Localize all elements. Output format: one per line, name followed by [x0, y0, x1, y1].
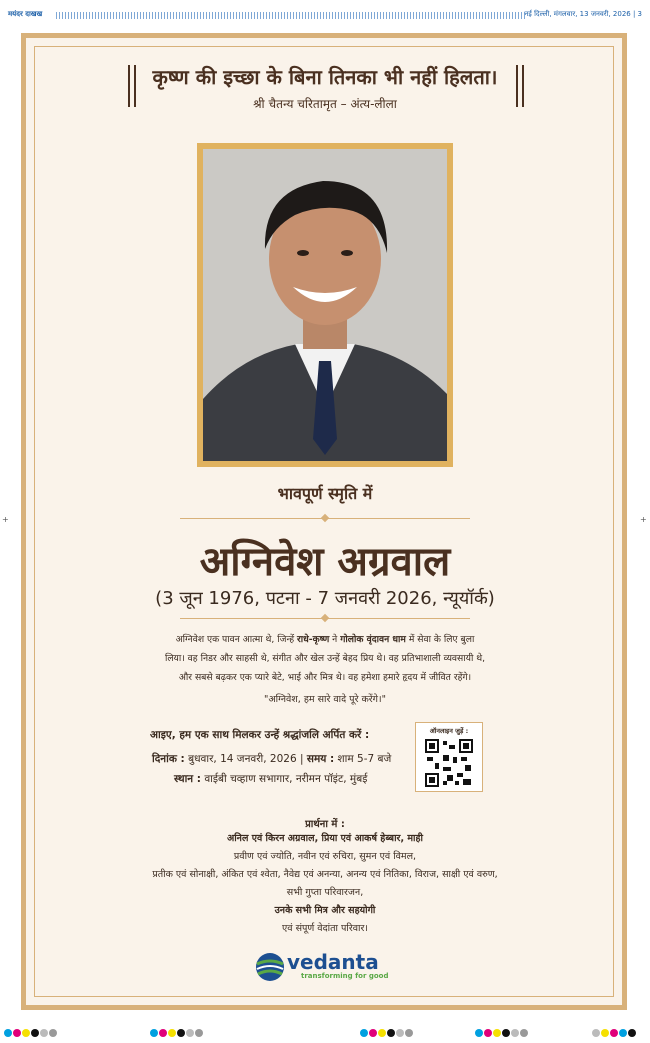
date-value: बुधवार, 14 जनवरी, 2026: [184, 753, 297, 765]
bio-bold: राधे-कृष्ण: [297, 634, 330, 645]
tribute-invite: आइए, हम एक साथ मिलकर उन्हें श्रद्धांजलि अर्पित करें :: [150, 729, 370, 741]
bio-line: लिया। वह निडर और साहसी थे, संगीत और खेल उन्हें बेहद प्रिय थे। वह प्रतिभाशाली व्यवसायी थे,: [164, 653, 486, 664]
bio-text: ने: [329, 634, 341, 645]
header-left-text: मयंदर दाखख: [8, 10, 43, 18]
registration-mark: +: [2, 515, 9, 524]
color-bar: [150, 1022, 204, 1031]
tribute-date-time: [152, 752, 391, 766]
time-value: शाम 5-7 बजे: [334, 753, 392, 765]
registration-mark: +: [640, 515, 647, 524]
color-bar: [4, 1022, 58, 1031]
bio-text: में सेवा के लिए बुला: [405, 634, 475, 645]
memorial-heading: भावपूर्ण स्मृति में: [277, 484, 373, 503]
qr-box: [415, 722, 483, 792]
qr-code-icon[interactable]: [425, 739, 473, 787]
time-label: समय :: [306, 753, 335, 765]
prayer-line: एवं संपूर्ण वेदांता परिवार।: [282, 923, 368, 934]
bio-bold: गोलोक वृंदावन धाम: [340, 634, 406, 645]
bio-line: [110, 630, 540, 649]
header-right-text: नई दिल्ली, मंगलवार, 13 जनवरी, 2026 | 3: [524, 10, 642, 18]
header-barcode: [56, 12, 526, 19]
header-strip: [0, 10, 650, 22]
date-label: दिनांक :: [152, 753, 185, 765]
logo-wordmark: vedanta: [287, 950, 379, 974]
color-bar: [592, 1022, 637, 1031]
biography: [110, 630, 540, 687]
promise-quote: "अग्निवेश, हम सारे वादे पूरे करेंगे।": [264, 694, 386, 705]
logo-tagline: transforming for good: [301, 972, 389, 980]
portrait-illustration: [203, 149, 447, 461]
deceased-name: अग्निवेश अग्रवाल: [199, 539, 451, 585]
qr-label: ऑनलाइन जुड़ें :: [429, 727, 469, 735]
bio-text: अग्निवेश एक पावन आत्मा थे, जिन्हें: [175, 634, 297, 645]
prayer-line: प्रवीण एवं ज्योति, नवीन एवं रुचिरा, सुमन एवं विमल,: [233, 851, 417, 862]
portrait-frame: [197, 143, 453, 467]
prayer-line: अनिल एवं किरन अग्रवाल, प्रिया एवं आकर्ष हेब्बार, माही: [226, 833, 424, 844]
color-bar: [360, 1022, 414, 1031]
life-dates: (3 जून 1976, पटना - 7 जनवरी 2026, न्यूयॉर्क): [155, 588, 495, 609]
quote-source: श्री चैतन्य चरितामृत – अंत्य-लीला: [253, 97, 397, 111]
prayer-line: प्रतीक एवं सोनाक्षी, अंकित एवं श्वेता, नैवेद्य एवं अनन्या, अनन्य एवं नितिका, विराज, साक्षी एवं वरुण,: [152, 869, 498, 880]
vedanta-logo: [255, 950, 405, 986]
prayer-list: [100, 830, 550, 938]
color-bar: [475, 1022, 529, 1031]
quote-text: कृष्ण की इच्छा के बिना तिनका भी नहीं हिलता।: [152, 65, 498, 89]
vedanta-globe-icon: [255, 952, 285, 982]
portrait-photo: [203, 149, 447, 461]
prayer-line: उनके सभी मित्र और सहयोगी: [274, 905, 376, 916]
place-label: स्थान :: [174, 773, 201, 785]
tribute-place: [174, 772, 367, 786]
prayer-line: सभी गुप्ता परिवारजन,: [286, 887, 364, 898]
separator: |: [296, 753, 307, 765]
bio-line: और सबसे बढ़कर एक प्यारे बेटे, भाई और मित्र थे। वह हमेशा हमारे हृदय में जीवित रहेंगे।: [178, 672, 472, 683]
place-value: वाईबी चव्हाण सभागार, नरीमन पॉइंट, मुंबई: [201, 773, 368, 785]
prayer-title: प्रार्थना में :: [305, 819, 345, 830]
